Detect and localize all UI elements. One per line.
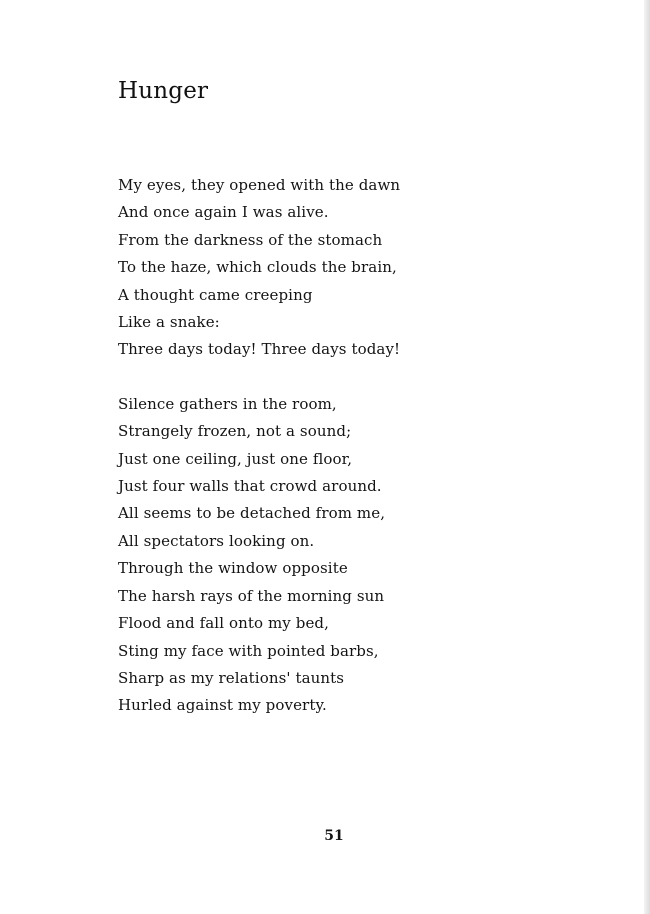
poem-line: Flood and fall onto my bed, bbox=[118, 614, 330, 633]
poem-line: Just one ceiling, just one floor, bbox=[118, 449, 353, 468]
poem-line: Strangely frozen, not a sound; bbox=[118, 422, 352, 441]
poem-line: From the darkness of the stomach bbox=[118, 230, 383, 249]
poem-line: Sting my face with pointed barbs, bbox=[118, 641, 379, 660]
poem-line: Sharp as my relations' taunts bbox=[118, 668, 345, 687]
poem-line: My eyes, they opened with the dawn bbox=[118, 176, 401, 194]
poem-line: All seems to be detached from me, bbox=[118, 504, 386, 523]
poem-line: A thought came creeping bbox=[118, 285, 313, 304]
poem-line: Silence gathers in the room, bbox=[118, 394, 337, 413]
poem-title: Hunger bbox=[118, 78, 209, 104]
poem-line: Through the window opposite bbox=[118, 559, 348, 578]
poem-line: Three days today! Three days today! bbox=[118, 340, 401, 359]
stanza-2 bbox=[118, 391, 538, 720]
poem-line: Just four walls that crowd around. bbox=[118, 477, 382, 496]
poem-line: The harsh rays of the morning sun bbox=[118, 586, 385, 605]
poem-line: Like a snake: bbox=[118, 313, 220, 332]
stanza-1 bbox=[118, 172, 538, 364]
poem-line: All spectators looking on. bbox=[118, 531, 315, 550]
poem-line: To the haze, which clouds the brain, bbox=[118, 258, 397, 277]
page-edge bbox=[644, 0, 650, 914]
poem-body bbox=[118, 172, 538, 720]
poem-line: And once again I was alive. bbox=[118, 203, 329, 222]
poem-line: Hurled against my poverty. bbox=[118, 696, 327, 715]
page-number: 51 bbox=[324, 828, 344, 844]
